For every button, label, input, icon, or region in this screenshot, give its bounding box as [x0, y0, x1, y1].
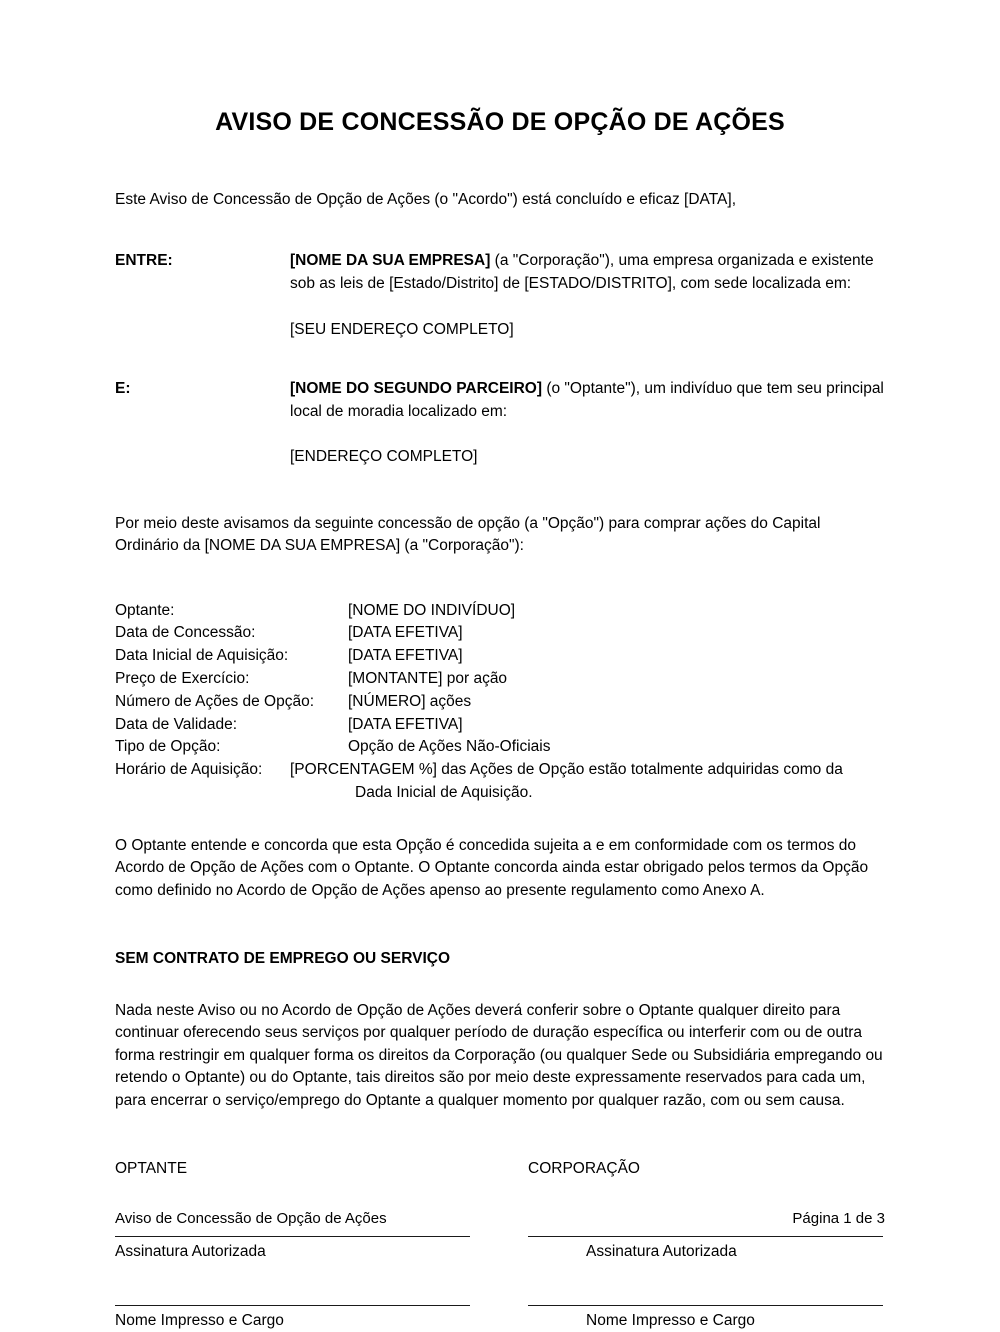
detail-value-vesting-line1: [PORCENTAGEM %] das Ações de Opção estão totalmente adquiridas como da — [290, 761, 843, 779]
detail-label: Número de Ações de Opção: — [115, 692, 315, 710]
table-row — [115, 600, 885, 623]
signature-heading-corporacao: CORPORAÇÃO — [528, 1160, 640, 1178]
party-name-optionee: [NOME DO SEGUNDO PARCEIRO] — [290, 379, 543, 397]
table-row — [115, 668, 885, 691]
detail-label: Data Inicial de Aquisição: — [115, 647, 289, 665]
party-name-corporation: [NOME DA SUA EMPRESA] — [290, 252, 491, 270]
signature-line-optante — [115, 1236, 470, 1237]
option-details-list — [115, 600, 885, 805]
acknowledgement-paragraph: O Optante entende e concorda que esta Opção é concedida sujeita a e em conformidade com os termos do Acordo de Opção de Ações com o Optante. O Optante concorda ainda estar obrigado pelos termos da Opção como definido no Acordo de Opção de Ações apenso ao presente regulamento como Anexo A. — [115, 836, 869, 899]
signature-heading-optante: OPTANTE — [115, 1160, 188, 1178]
table-row — [115, 691, 885, 714]
footer-page-number: Página 1 de 3 — [792, 1210, 885, 1227]
detail-value: [DATA EFETIVA] — [348, 715, 463, 733]
signature-column-corporacao — [528, 1158, 883, 1332]
detail-value: [NOME DO INDIVÍDUO] — [348, 601, 516, 619]
party-block-optionee — [115, 377, 885, 469]
party-address-optionee: [ENDEREÇO COMPLETO] — [290, 448, 478, 466]
no-employment-paragraph: Nada neste Aviso ou no Acordo de Opção de Ações deverá conferir sobre o Optante qualquer direito para continuar oferecendo seus serviços por qualquer período de duração específica ou interferir com ou de outra forma restringir em qualquer forma os direitos da Corporação (ou qualquer Sede ou Subsidiária empregando ou retendo o Optante) ou do Optante, tais direitos são por meio deste expressamente reservados para cada um, para encerrar o serviço/emprego do Optante a qualquer momento por qualquer razão, com ou sem causa. — [115, 1001, 883, 1109]
detail-label-vesting: Horário de Aquisição: — [115, 761, 263, 779]
name-caption-optante: Nome Impresso e Cargo — [115, 1311, 284, 1329]
detail-value: [DATA EFETIVA] — [348, 624, 463, 642]
table-row — [115, 645, 885, 668]
detail-value: [NÚMERO] ações — [348, 692, 472, 710]
party-description-text-corporation: (a "Corporação"), uma empresa organizada e existente sob as leis de [Estado/Distrito] de [ESTADO/DISTRITO], com sede localizada em: — [290, 252, 874, 293]
page-footer — [115, 1208, 885, 1229]
party-block-corporation — [115, 249, 885, 341]
detail-value-vesting-line2: Dada Inicial de Aquisição. — [355, 783, 533, 801]
party-body-optionee — [290, 377, 885, 469]
lead-paragraph: Por meio deste avisamos da seguinte concessão de opção (a "Opção") para comprar ações do Capital Ordinário da [NOME DA SUA EMPRESA] (a "Corporação"): — [115, 514, 821, 555]
page-title: AVISO DE CONCESSÃO DE OPÇÃO DE AÇÕES — [215, 108, 785, 136]
name-line-optante — [115, 1305, 470, 1306]
table-row-vesting — [115, 759, 885, 805]
detail-label: Optante: — [115, 601, 175, 619]
signature-caption-optante: Assinatura Autorizada — [115, 1242, 266, 1260]
party-address-corporation: [SEU ENDEREÇO COMPLETO] — [290, 320, 514, 338]
detail-label: Preço de Exercício: — [115, 670, 250, 687]
footer-document-name: Aviso de Concessão de Opção de Ações — [115, 1210, 387, 1227]
table-row — [115, 714, 885, 737]
detail-value: [MONTANTE] por ação — [348, 670, 508, 687]
party-label-e: E: — [115, 379, 131, 397]
table-row — [115, 736, 885, 759]
section-heading-no-employment: SEM CONTRATO DE EMPREGO OU SERVIÇO — [115, 950, 451, 968]
name-caption-corporacao: Nome Impresso e Cargo — [586, 1311, 755, 1329]
party-label-entre: ENTRE: — [115, 252, 173, 270]
signature-column-optante — [115, 1158, 470, 1332]
party-description-corporation — [290, 249, 885, 296]
detail-label: Tipo de Opção: — [115, 738, 221, 756]
party-description-text-optionee: (o "Optante"), um indivíduo que tem seu principal local de moradia localizado em: — [290, 379, 884, 421]
signature-caption-corporacao: Assinatura Autorizada — [586, 1242, 737, 1260]
table-row — [115, 622, 885, 645]
option-details-rows — [115, 600, 885, 759]
party-description-optionee — [290, 377, 885, 424]
intro-paragraph: Este Aviso de Concessão de Opção de Ações (o "Acordo") está concluído e eficaz [DATA], — [115, 190, 737, 208]
detail-label: Data de Concessão: — [115, 624, 256, 642]
name-line-corporacao — [528, 1305, 883, 1306]
document-content — [115, 0, 885, 1332]
detail-value: [DATA EFETIVA] — [348, 647, 463, 665]
signature-area — [115, 1158, 885, 1332]
detail-value: Opção de Ações Não-Oficiais — [348, 738, 551, 756]
signature-line-corporacao — [528, 1236, 883, 1237]
signature-columns — [115, 1158, 885, 1332]
detail-value-vesting — [290, 759, 885, 805]
party-body-corporation — [290, 249, 885, 341]
detail-label: Data de Validade: — [115, 715, 238, 733]
